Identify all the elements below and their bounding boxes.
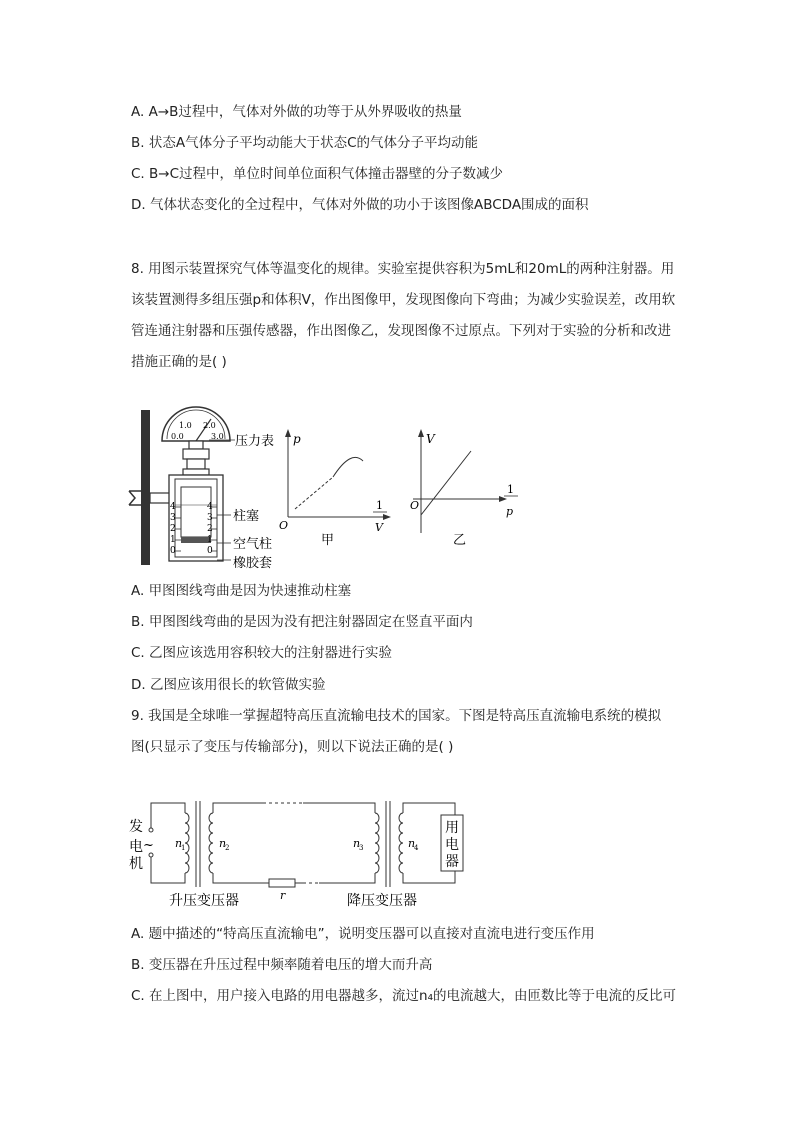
clamp (129, 491, 141, 505)
svg-text:0: 0 (170, 546, 176, 556)
svg-text:2: 2 (207, 524, 213, 534)
gauge-tick-2: 2.0 (203, 421, 216, 430)
q7-option-c: C. B→C过程中，单位时间单位面积气体撞击器壁的分子数减少 (131, 166, 504, 182)
svg-text:4: 4 (207, 502, 213, 512)
q8-option-a: A. 甲图图线弯曲是因为快速推动柱塞 (131, 583, 352, 599)
gen-label-1: 发 (129, 819, 143, 835)
gen-label-2: 电 (129, 839, 143, 855)
caption-step-up: 升压变压器 (169, 893, 239, 909)
gauge-tick-1: 1.0 (179, 421, 192, 430)
gen-label-tilde: ~ (143, 838, 154, 853)
gauge-tick-0: 0.0 (171, 432, 184, 441)
svg-text:n: n (408, 837, 416, 850)
q8-stem-line-2: 该装置测得多组压强p和体积V，作出图像甲，发现图像向下弯曲；为减少实验误差，改用软 (131, 292, 676, 308)
q7-option-d: D. 气体状态变化的全过程中，气体对外做的功小于该图像ABCDA围成的面积 (131, 197, 589, 213)
step-up-transformer (185, 801, 213, 887)
q8-stem-line-3: 管连通注射器和压强传感器，作出图像乙，发现图像不过原点。下列对于实验的分析和改进 (131, 323, 671, 339)
svg-text:0: 0 (207, 546, 213, 556)
svg-text:V: V (375, 521, 383, 534)
q8-option-b: B. 甲图图线弯曲的是因为没有把注射器固定在竖直平面内 (131, 614, 473, 630)
svg-text:甲: 甲 (321, 533, 335, 548)
line-resistor (269, 879, 295, 887)
graph-jia (279, 429, 391, 548)
q7-option-a: A. A→B过程中，气体对外做的功等于从外界吸收的热量 (131, 104, 462, 120)
svg-text:用: 用 (445, 820, 459, 836)
graph-yi (410, 429, 518, 548)
syringe (169, 469, 223, 561)
gauge-tick-3: 3.0 (211, 432, 224, 441)
svg-text:4: 4 (170, 502, 176, 512)
svg-text:器: 器 (445, 854, 459, 870)
q7-option-b: B. 状态A气体分子平均动能大于状态C的气体分子平均动能 (131, 135, 479, 151)
svg-text:O: O (410, 499, 420, 512)
svg-text:n: n (175, 837, 183, 850)
svg-text:电: 电 (445, 837, 459, 853)
svg-text:n: n (353, 837, 361, 850)
q9-stem-line-2: 图(只显示了变压与传输部分)，则以下说法正确的是( ) (131, 739, 454, 755)
svg-text:3: 3 (207, 513, 213, 523)
gen-label-3: 机 (129, 856, 143, 872)
label-gauge: 压力表 (235, 434, 275, 449)
label-rubber-cap: 橡胶套 (233, 556, 273, 571)
svg-text:p: p (506, 505, 514, 518)
q9-figure (125, 795, 475, 910)
label-air-column: 空气柱 (233, 537, 273, 552)
q9-option-b: B. 变压器在升压过程中频率随着电压的增大而升高 (131, 957, 433, 973)
svg-text:p: p (293, 432, 301, 446)
svg-text:1: 1 (170, 535, 176, 545)
svg-text:1: 1 (207, 535, 213, 545)
svg-text:1: 1 (181, 844, 186, 852)
q8-option-c: C. 乙图应该选用容积较大的注射器进行实验 (131, 645, 393, 661)
q9-option-c: C. 在上图中，用户接入电路的用电器越多，流过n₄的电流越大，由匝数比等于电流的反比可 (131, 988, 676, 1004)
svg-text:2: 2 (170, 524, 176, 534)
q8-option-d: D. 乙图应该用很长的软管做实验 (131, 677, 326, 693)
svg-text:O: O (279, 519, 289, 532)
svg-text:r: r (280, 889, 286, 902)
svg-text:1: 1 (376, 499, 383, 512)
svg-text:3: 3 (359, 844, 364, 852)
svg-text:2: 2 (225, 844, 230, 852)
stand-rod (141, 410, 150, 565)
svg-text:4: 4 (414, 844, 419, 852)
q8-figure (125, 405, 535, 575)
svg-text:乙: 乙 (453, 533, 467, 548)
q8-stem-line-4: 措施正确的是( ) (131, 354, 227, 370)
svg-text:1: 1 (507, 483, 514, 496)
q9-stem-line-1: 9. 我国是全球唯一掌握超特高压直流输电技术的国家。下图是特高压直流输电系统的模拟 (131, 708, 662, 724)
step-down-transformer (375, 801, 403, 887)
q8-stem-line-1: 8. 用图示装置探究气体等温变化的规律。实验室提供容积为5mL和20mL的两种注射器。用 (131, 261, 675, 277)
svg-text:3: 3 (170, 513, 176, 523)
pressure-gauge (162, 407, 230, 469)
svg-text:V: V (426, 432, 435, 446)
label-plunger: 柱塞 (233, 509, 260, 524)
caption-step-down: 降压变压器 (347, 893, 417, 909)
svg-text:n: n (219, 837, 227, 850)
q9-option-a: A. 题中描述的“特高压直流输电”，说明变压器可以直接对直流电进行变压作用 (131, 926, 595, 942)
